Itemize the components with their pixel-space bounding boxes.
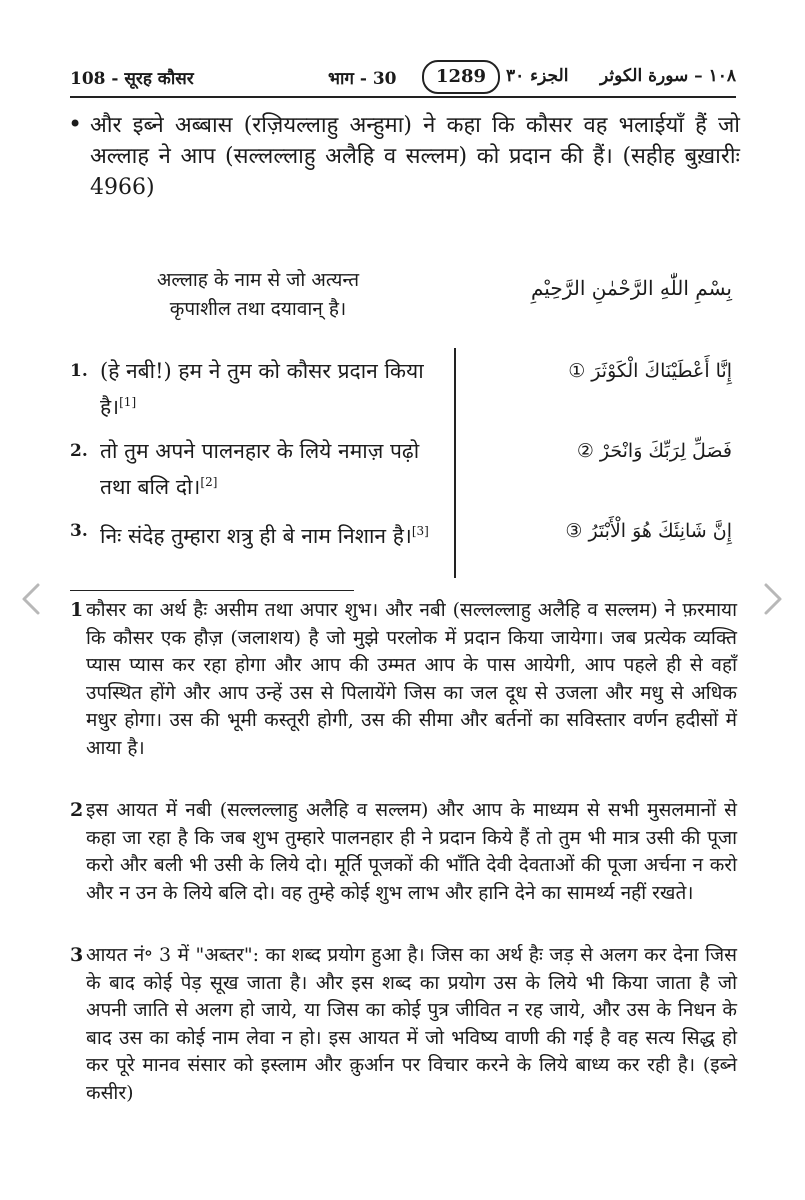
bismillah-arabic: بِسْمِ اللّٰهِ الرَّحْمٰنِ الرَّحِيْمِ xyxy=(530,276,732,300)
verse-1 xyxy=(70,356,430,423)
footnote-number: 2 xyxy=(70,799,84,821)
bismillah-hindi xyxy=(118,266,398,324)
verse-text: (हे नबी!) हम ने तुम को कौसर प्रदान किया है। xyxy=(100,359,424,419)
footnote-text: कौसर का अर्थ हैः असीम तथा अपार शुभ। और नबी (सल्लल्लाहु अलैहि व सल्लम) ने फ़रमाया कि कौसर एक हौज़ (जलाशय) है जो मुझे परलोक में प्रदान किया जायेगा। जब प्रत्येक व्यक्ति प्यास प्यास कर रहा होगा और आप की उम्मत आप के पास आयेगी, आप पहले ही से वहाँ उपस्थित होंगे और आप उन्हें उस से पिलायेंगे जिस का जल दूध से उजला और मधु से अधिक मधुर होगा। उस की भूमी कस्तूरी होगी, उस की सीमा और बर्तनों का सविस्तार वर्णन हदीसों में आया है। xyxy=(86,599,737,759)
next-page-button[interactable] xyxy=(760,582,786,616)
verse-number: 2. xyxy=(70,441,88,461)
header-part: भाग - 30 xyxy=(328,69,397,89)
chevron-left-icon xyxy=(18,582,44,616)
column-divider xyxy=(454,348,456,578)
intro-paragraph xyxy=(70,110,740,203)
footnote-rule xyxy=(70,590,354,591)
bismillah-hindi-line-2: कृपाशील तथा दयावान् है। xyxy=(169,298,347,320)
bullet: • xyxy=(68,110,83,138)
verse-3-arabic: إِنَّ شَانِئَكَ هُوَ الْأَبْتَرُ ③ xyxy=(565,520,732,542)
header-divider xyxy=(70,96,736,98)
footnote-ref: [1] xyxy=(119,395,137,409)
intro-text: और इब्ने अब्बास (रज़ियल्लाहु अन्हुमा) ने कहा कि कौसर वह भलाईयाँ हैं जो अल्लाह ने आप (सल्लल्लाहु अलैहि व सल्लम) को प्रदान की हैं। (सहीह बुख़ारीः 4966) xyxy=(90,113,740,200)
verse-number: 1. xyxy=(70,361,88,381)
header-surah-arabic: ١٠٨ – سورة الكوثر xyxy=(600,66,736,86)
page-header xyxy=(70,66,736,94)
bismillah-hindi-line-1: अल्लाह के नाम से जो अत्यन्त xyxy=(156,269,360,291)
verse-number: 3. xyxy=(70,521,88,541)
header-surah-hindi: 108 - सूरह कौसर xyxy=(70,69,194,89)
footnote-3 xyxy=(70,942,737,1107)
footnote-number: 3 xyxy=(70,944,84,966)
footnote-text: इस आयत में नबी (सल्लल्लाहु अलैहि व सल्लम) और आप के माध्यम से सभी मुसलमानों से कहा जा रहा है कि जब शुभ तुम्हारे पालनहार ही ने प्रदान किये हैं तो तुम भी मात्र उसी की पूजा करो और बली भी उसी के लिये दो। मूर्ति पूजकों की भाँति देवी देवताओं की पूजा अर्चना न करो और न उन के लिये बलि दो। वह तुम्हे कोई शुभ लाभ और हानि देने का सामर्थ्य नहीं रखते। xyxy=(86,799,737,904)
prev-page-button[interactable] xyxy=(18,582,44,616)
chevron-right-icon xyxy=(760,582,786,616)
verse-1-arabic: إِنَّا أَعْطَيْنَاكَ الْكَوْثَرَ ① xyxy=(568,360,732,382)
verse-text: तो तुम अपने पालनहार के लिये नमाज़ पढ़ो तथा बलि दो। xyxy=(100,439,420,499)
verse-2-arabic: فَصَلِّ لِرَبِّكَ وَانْحَرْ ② xyxy=(576,440,732,462)
verse-text: निः संदेह तुम्हारा शत्रु ही बे नाम निशान है। xyxy=(100,524,412,548)
verse-3 xyxy=(70,516,430,552)
verse-2 xyxy=(70,436,430,503)
footnote-text: आयत नं॰ 3 में "अब्तर": का शब्द प्रयोग हुआ है। जिस का अर्थ हैः जड़ से अलग कर देना जिस के बाद कोई पेड़ सूख जाता है। और इस शब्द का प्रयोग उस के लिये भी किया जाता है जो अपनी जाति से अलग हो जाये, या जिस का कोई पुत्र जीवित न रह जाये, और उस के निधन के बाद उस का कोई नाम लेवा न हो। इस आयत में जो भविष्य वाणी की गई है वह सत्य सिद्ध हो कर पूरे मानव संसार को इस्लाम और क़ुर्आन पर विचार करने के लिये बाध्य कर रही है। (इब्ने कसीर) xyxy=(86,944,737,1104)
footnote-ref: [3] xyxy=(411,524,429,538)
footnote-2 xyxy=(70,797,737,907)
footnote-ref: [2] xyxy=(200,475,218,489)
footnote-number: 1 xyxy=(70,599,84,621)
footnote-1 xyxy=(70,597,737,762)
page-number: 1289 xyxy=(422,60,500,94)
header-juz-arabic: الجزء ٣٠ xyxy=(506,66,569,86)
